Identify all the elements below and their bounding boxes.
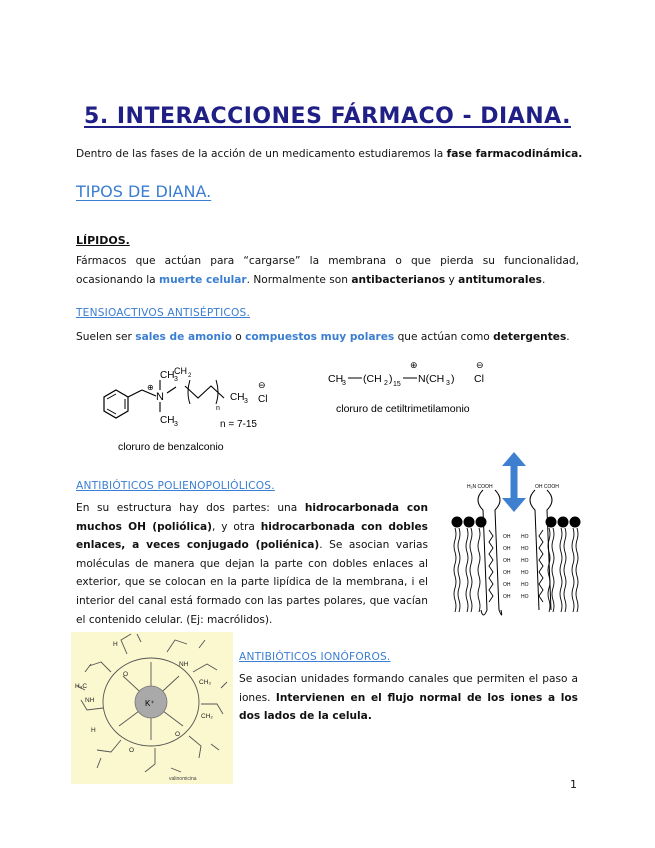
top-label-right: OH COOH xyxy=(535,484,559,490)
oh-label-6: OH xyxy=(503,594,511,600)
tensioactivos-bold-detergentes: detergentes xyxy=(493,331,567,343)
tensioactivos-paragraph xyxy=(76,328,586,347)
potassium-ion-label: K⁺ xyxy=(145,699,155,708)
oh-label-1: OH xyxy=(503,534,511,540)
tensioactivos-text-3: que actúan como xyxy=(394,331,494,343)
lipidos-text-1: Fármacos que actúan para “cargarse” la membrana o que pierda su funcionalidad, ocasionando la xyxy=(76,255,579,286)
cetiltrimetilamonio-caption: cloruro de cetiltrimetilamonio xyxy=(336,403,470,415)
atom-label-0: H xyxy=(113,641,118,648)
lipidos-text-2: . Normalmente son xyxy=(246,273,352,286)
polienos-bold-poliolica: hidrocarbonada con muchos OH (poliólica) xyxy=(76,502,429,533)
membrane-channel-diagram xyxy=(447,450,585,625)
tensioactivos-highlight-polares: compuestos muy polares xyxy=(245,331,395,343)
polienos-bold-polienica: hidrocarbonada con dobles enlaces, a veces conjugado (poliénica) xyxy=(76,520,428,552)
ho-label-1: HO xyxy=(521,534,529,540)
benzalconio-caption: cloruro de benzalconio xyxy=(118,441,224,453)
subsection-heading-polienos: ANTIBIÓTICOS POLIENOPOLIÓLICOS. xyxy=(76,480,275,492)
ho-label-6: HO xyxy=(521,594,529,600)
n-range-label: n = 7-15 xyxy=(220,419,257,430)
chloride-label-2: Cl xyxy=(474,373,484,385)
atom-label-3: CH₃ xyxy=(199,679,212,686)
ch3-low-sub: 3 xyxy=(174,421,178,428)
formula-ch3: CH xyxy=(328,373,344,385)
oh-label-4: OH xyxy=(503,570,511,576)
chloride-label: Cl xyxy=(258,394,268,405)
formula-sub15: 15 xyxy=(393,381,401,388)
lipidos-text-4: . xyxy=(541,273,546,286)
ho-label-4: HO xyxy=(521,570,529,576)
atom-label-5: CH₂ xyxy=(201,713,213,720)
formula-sub3b: 3 xyxy=(446,380,450,387)
ch3-low-label: CH xyxy=(160,415,175,426)
minus-charge: ⊖ xyxy=(258,380,266,390)
formula-sub3: 3 xyxy=(342,380,346,387)
cetiltrimetilamonio-structure xyxy=(326,356,516,420)
oh-label-2: OH xyxy=(503,546,511,552)
valinomicina-figure xyxy=(71,632,233,784)
ch2-sub: 2 xyxy=(188,373,192,379)
intro-bold: fase farmacodinámica. xyxy=(446,148,583,160)
lipidos-text-3: y xyxy=(445,273,459,286)
formula-paren: ) xyxy=(389,373,393,385)
intro-paragraph xyxy=(76,145,586,164)
polienos-paragraph xyxy=(76,499,428,629)
ho-label-3: HO xyxy=(521,558,529,564)
tensioactivos-text-2: o xyxy=(231,331,246,343)
oh-label-5: OH xyxy=(503,582,511,588)
ionoforos-text-1: Se asocian unidades formando canales que permiten el paso a iones. xyxy=(239,673,578,704)
lipidos-bold-antitumorales: antitumorales xyxy=(458,273,542,286)
tensioactivos-highlight-sales: sales de amonio xyxy=(135,331,232,343)
polienos-text-3: . Se asocian varias moléculas de manera que dejan la parte con dobles enlaces al exterior, que se colocan en la parte lipídica de la membrana, i el interior del canal está formado con las partes polares, que vacían el contenido celular. (Ej: macrólidos). xyxy=(76,539,429,626)
subscript-n: n xyxy=(216,405,220,412)
subsection-heading-ionoforos: ANTIBIÓTICOS IONÓFOROS. xyxy=(239,651,391,663)
ch3-top-sub: 3 xyxy=(174,376,178,383)
plus-charge: ⊕ xyxy=(147,383,154,392)
ho-label-2: HO xyxy=(521,546,529,552)
polienos-text-1: En su estructura hay dos partes: una xyxy=(76,502,305,514)
ch3-end-label: CH xyxy=(230,392,245,403)
plus-charge-2: ⊕ xyxy=(410,360,418,370)
subsection-heading-tensioactivos: TENSIOACTIVOS ANTISÉPTICOS. xyxy=(76,307,251,319)
formula-n: N(CH xyxy=(418,373,445,385)
atom-label-7: H xyxy=(91,727,96,734)
lipidos-bold-antibacterianos: antibacterianos xyxy=(351,273,446,286)
nitrogen-label: N xyxy=(156,391,164,403)
ho-label-5: HO xyxy=(521,582,529,588)
atom-label-8: NH xyxy=(85,697,95,704)
atom-label-6: O xyxy=(175,731,181,738)
atom-label-9: O xyxy=(129,747,135,754)
formula-sub2: 2 xyxy=(384,380,388,387)
polienos-text-2: , y otra xyxy=(212,520,261,533)
page-number: 1 xyxy=(570,778,577,791)
lipidos-paragraph xyxy=(76,252,579,289)
ionoforos-bold-flujo: Intervienen en el flujo normal de los iones a los dos lados de la celula. xyxy=(239,691,578,723)
ionoforos-paragraph xyxy=(239,670,578,726)
atom-label-2: NH xyxy=(179,661,189,668)
valinomicina-caption: valinomicina xyxy=(169,776,197,782)
ch2-label: CH xyxy=(174,366,187,376)
subsection-heading-lipidos: LÍPIDOS. xyxy=(76,234,130,247)
lipidos-highlight-muerte: muerte celular xyxy=(159,273,247,286)
intro-text: Dentro de las fases de la acción de un medicamento estudiaremos la xyxy=(76,148,447,160)
page-title: 5. INTERACCIONES FÁRMACO - DIANA. xyxy=(84,104,571,129)
tensioactivos-text-4: . xyxy=(566,331,570,343)
section-heading-tipos: TIPOS DE DIANA. xyxy=(76,182,212,201)
oh-label-3: OH xyxy=(503,558,511,564)
minus-charge-2: ⊖ xyxy=(476,360,484,370)
tensioactivos-text-1: Suelen ser xyxy=(76,331,136,343)
top-label-left: H₂N COOH xyxy=(467,484,493,490)
atom-label-1: O xyxy=(123,671,129,678)
benzalconio-structure xyxy=(90,360,305,460)
formula-ch2: (CH xyxy=(363,373,382,385)
formula-paren-2: ) xyxy=(451,373,455,385)
atom-label-4: H₃C xyxy=(75,683,88,690)
ch3-top-label: CH xyxy=(160,370,175,381)
ch3-end-sub: 3 xyxy=(244,398,248,405)
